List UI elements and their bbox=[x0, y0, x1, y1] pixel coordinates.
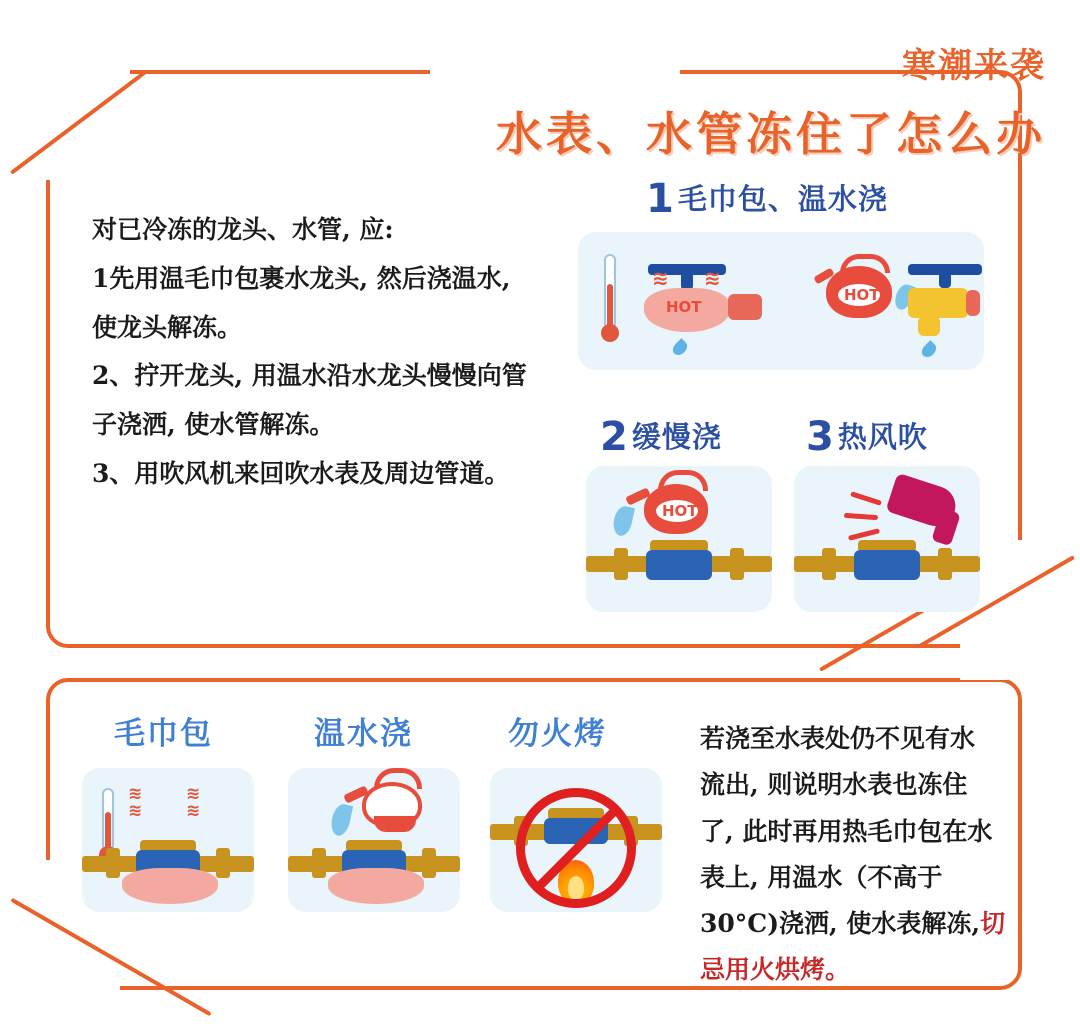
faucet-right-body bbox=[908, 288, 968, 318]
pipe-flange-right-b1 bbox=[216, 848, 230, 878]
water-drop-left bbox=[670, 338, 690, 358]
water-meter-body-2 bbox=[646, 550, 712, 580]
instructions-block bbox=[92, 206, 562, 499]
bottom-illustration-pour bbox=[288, 768, 460, 912]
step-1-heading bbox=[646, 176, 888, 222]
step-1-illustration bbox=[578, 232, 984, 370]
kettle-handle-2 bbox=[658, 470, 708, 491]
kettle-handle-3 bbox=[374, 768, 422, 789]
water-drop-right bbox=[919, 340, 939, 360]
kicker-title: 寒潮来袭 bbox=[902, 46, 1046, 86]
bottom-note-line-1: 若浇至水表处仍不见有水 bbox=[700, 724, 976, 753]
step-3-illustration bbox=[794, 466, 980, 612]
step-1-number: 1 bbox=[646, 176, 674, 222]
towel-wrap-b1 bbox=[122, 868, 218, 904]
frame-notch-top bbox=[430, 56, 680, 96]
instructions-line-4: 子浇洒, 使水管解冻。 bbox=[92, 410, 335, 439]
step-3-label: 热风吹 bbox=[837, 420, 928, 454]
steam-left-1: ≋ bbox=[652, 266, 669, 290]
kettle-handle bbox=[840, 254, 890, 273]
bottom-note-line-5 bbox=[700, 901, 1020, 947]
thermometer-bulb bbox=[601, 324, 619, 342]
faucet-right-spout bbox=[918, 316, 940, 336]
towel-wrap-b2 bbox=[328, 868, 424, 904]
pipe-flange-left-2 bbox=[614, 548, 628, 580]
instructions-line-3: 2、拧开龙头, 用温水沿水龙头慢慢向管 bbox=[92, 361, 527, 391]
bottom-label-2: 温水浇 bbox=[314, 716, 413, 752]
instructions-intro: 对已冷冻的龙头、水管, 应: bbox=[92, 215, 394, 244]
step-1-label: 毛巾包、温水浇 bbox=[677, 182, 888, 216]
step-3-heading bbox=[806, 414, 928, 460]
bottom-label-1: 毛巾包 bbox=[114, 716, 213, 752]
steam-left-2: ≋ bbox=[704, 266, 721, 290]
bottom-note-line-4: 表上, 用温水（不高于 bbox=[700, 862, 943, 892]
pipe-flange-right-2 bbox=[730, 548, 744, 580]
bottom-label-3: 勿火烤 bbox=[508, 716, 607, 752]
instructions-line-2: 使龙头解冻。 bbox=[92, 312, 243, 342]
step-2-label: 缓慢浇 bbox=[631, 420, 722, 454]
step-2-number: 2 bbox=[600, 414, 628, 460]
page-title: 水表、水管冻住了怎么办 bbox=[496, 107, 1046, 161]
bottom-note-warning: 忌用火烘烤。 bbox=[700, 955, 851, 985]
step-3-number: 3 bbox=[806, 414, 834, 460]
pipe-flange-left-b2 bbox=[312, 848, 326, 878]
hot-label-kettle-2: HOT bbox=[662, 502, 698, 520]
instructions-line-1: 1先用温毛巾包裹水龙头, 然后浇温水, bbox=[92, 263, 511, 293]
heat-line-2 bbox=[844, 513, 878, 520]
bottom-illustration-towel bbox=[82, 768, 254, 912]
water-stream-2 bbox=[611, 504, 635, 537]
frame-notch-top-left bbox=[0, 60, 130, 180]
bottom-note-warning-start: 切 bbox=[980, 909, 1006, 938]
pipe-flange-left-3 bbox=[822, 548, 836, 580]
bottom-note-line-2: 流出, 则说明水表也冻住 bbox=[700, 770, 968, 800]
pipe-flange-left-b1 bbox=[106, 848, 120, 878]
steam-b1: ≋ ≋ bbox=[128, 784, 143, 821]
hot-label-left: HOT bbox=[666, 298, 702, 316]
steam-b2: ≋ ≋ bbox=[186, 784, 201, 821]
heat-line-1 bbox=[850, 491, 882, 506]
bottom-illustration-no-fire bbox=[490, 768, 662, 912]
water-meter-body-3 bbox=[854, 550, 920, 580]
faucet-left-outlet bbox=[728, 294, 762, 320]
step-2-heading bbox=[600, 414, 722, 460]
pipe-flange-right-b2 bbox=[422, 848, 436, 878]
hot-label-kettle: HOT bbox=[844, 286, 880, 304]
heat-line-3 bbox=[848, 528, 880, 541]
water-stream-b2 bbox=[329, 802, 353, 837]
faucet-right-cap bbox=[966, 290, 980, 316]
kettle-base-3 bbox=[374, 816, 416, 832]
pipe-flange-right-3 bbox=[938, 548, 952, 580]
bottom-note-block bbox=[700, 716, 1020, 994]
step-2-illustration bbox=[586, 466, 772, 612]
bottom-note-line-3: 了, 此时再用热毛巾包在水 bbox=[700, 816, 993, 846]
faucet-right-stem bbox=[939, 272, 951, 288]
instructions-line-5: 3、用吹风机来回吹水表及周边管道。 bbox=[92, 458, 510, 488]
bottom-note-line-5a: 30°C)浇洒, 使水表解冻, bbox=[700, 909, 981, 938]
